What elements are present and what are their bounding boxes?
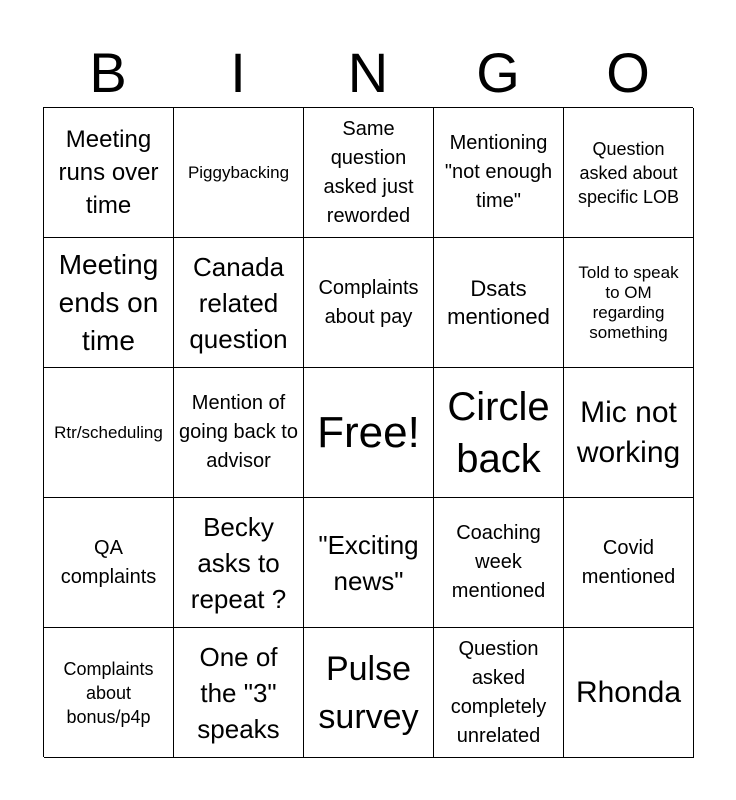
header-letter-n: N — [347, 41, 389, 104]
bingo-cell-r3-c1[interactable] — [44, 368, 174, 498]
bingo-cell-r3-c4[interactable] — [434, 368, 564, 498]
bingo-cell-text: Dsats mentioned — [447, 275, 550, 329]
bingo-cell-text: QA complaints — [60, 536, 157, 588]
bingo-cell-text: Complaints about bonus/p4p — [63, 658, 154, 727]
bingo-cell-text: Question asked completely unrelated — [450, 637, 547, 747]
bingo-cell-text: Circle back — [447, 384, 550, 481]
bingo-cell-r3-c2[interactable] — [174, 368, 304, 498]
bingo-cell-r5-c3[interactable] — [304, 628, 434, 758]
bingo-cell-r5-c5[interactable] — [564, 628, 694, 758]
bingo-cell-r2-c1[interactable] — [44, 238, 174, 368]
bingo-cell-text: Covid mentioned — [581, 536, 676, 588]
bingo-cell-r2-c2[interactable] — [174, 238, 304, 368]
bingo-cell-r1-c4[interactable] — [434, 108, 564, 238]
bingo-cell-r4-c5[interactable] — [564, 498, 694, 628]
bingo-cell-r2-c4[interactable] — [434, 238, 564, 368]
bingo-cell-text: Mentioning "not enough time" — [444, 132, 553, 212]
bingo-cell-text: "Exciting news" — [318, 529, 419, 596]
bingo-cell-text: Becky asks to repeat ? — [190, 511, 287, 614]
header-letter-o: O — [606, 41, 650, 104]
bingo-cell-text: Rtr/scheduling — [54, 422, 163, 442]
bingo-cell-text: Mic not working — [576, 395, 681, 469]
bingo-header — [43, 42, 693, 104]
bingo-cell-r4-c3[interactable] — [304, 498, 434, 628]
bingo-cell-r5-c1[interactable] — [44, 628, 174, 758]
bingo-cell-r1-c2[interactable] — [174, 108, 304, 238]
bingo-cell-text: Pulse survey — [318, 649, 419, 736]
bingo-cell-free-space[interactable] — [304, 368, 434, 498]
bingo-cell-r4-c4[interactable] — [434, 498, 564, 628]
bingo-cell-text: Canada related question — [189, 251, 288, 354]
bingo-cell-text: Told to speak to OM regarding something — [578, 262, 679, 342]
bingo-cell-r2-c5[interactable] — [564, 238, 694, 368]
bingo-cell-r4-c2[interactable] — [174, 498, 304, 628]
bingo-cell-text: One of the "3" speaks — [197, 641, 280, 744]
header-letter-i: I — [230, 41, 246, 104]
bingo-cell-r1-c5[interactable] — [564, 108, 694, 238]
bingo-cell-text: Free! — [317, 407, 420, 457]
header-letter-g: G — [476, 41, 520, 104]
bingo-cell-r3-c5[interactable] — [564, 368, 694, 498]
bingo-cell-r2-c3[interactable] — [304, 238, 434, 368]
bingo-cell-text: Question asked about specific LOB — [577, 138, 680, 207]
bingo-cell-text: Meeting runs over time — [58, 126, 159, 219]
bingo-cell-text: Mention of going back to advisor — [179, 392, 298, 472]
bingo-cell-text: Piggybacking — [187, 162, 290, 182]
bingo-cell-text: Same question asked just reworded — [323, 117, 414, 227]
bingo-cell-r5-c2[interactable] — [174, 628, 304, 758]
bingo-cell-text: Rhonda — [575, 675, 682, 709]
header-letter-b: B — [89, 41, 127, 104]
bingo-cell-r1-c1[interactable] — [44, 108, 174, 238]
bingo-board — [43, 107, 693, 757]
bingo-cell-r4-c1[interactable] — [44, 498, 174, 628]
bingo-cell-r5-c4[interactable] — [434, 628, 564, 758]
bingo-cell-r1-c3[interactable] — [304, 108, 434, 238]
bingo-cell-text: Complaints about pay — [318, 276, 419, 328]
bingo-cell-text: Coaching week mentioned — [451, 522, 546, 602]
bingo-cell-text: Meeting ends on time — [58, 248, 159, 356]
